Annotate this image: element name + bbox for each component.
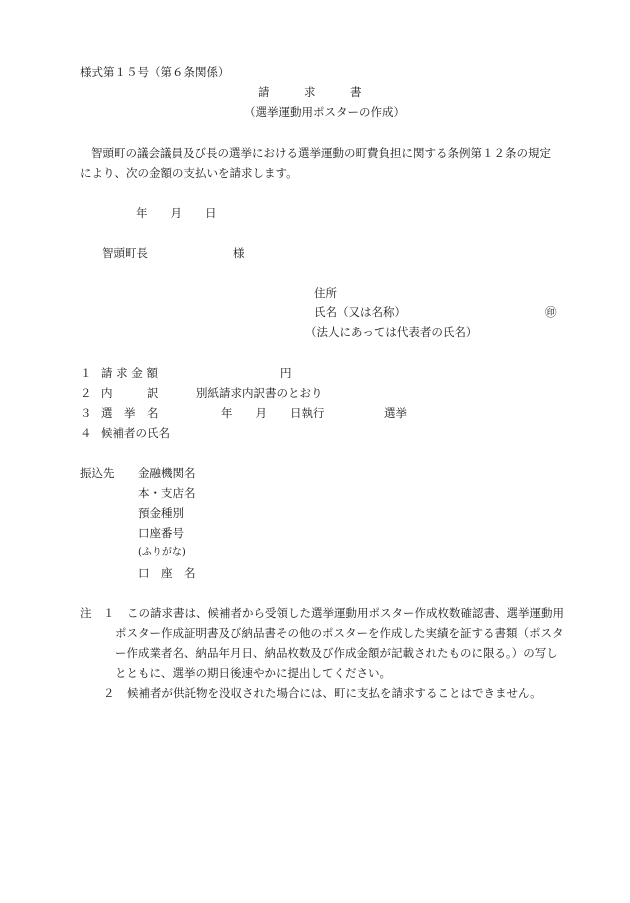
note-1-line-4: とともに、選挙の期日後速やかに提出してください。 bbox=[115, 666, 391, 680]
notes-label: 注 bbox=[80, 606, 92, 620]
document-title: 請 求 書 bbox=[258, 85, 362, 99]
note-1-line-2: ポスター作成証明書及び納品書その他のポスターを作成した実績を証する書類（ポスタ bbox=[115, 626, 564, 640]
document-subtitle: （選挙運動用ポスターの作成） bbox=[244, 105, 405, 119]
bank-field-institution: 金融機関名 bbox=[138, 466, 196, 480]
item-num-1: １ bbox=[80, 366, 92, 380]
item-value-amount: 円 bbox=[280, 366, 292, 380]
bank-field-account-number: 口座番号 bbox=[138, 526, 184, 540]
item-value-breakdown: 別紙請求内訳書のとおり bbox=[196, 386, 323, 400]
addressee-suffix: 様 bbox=[233, 246, 245, 260]
seal-mark: ㊞ bbox=[545, 305, 557, 319]
bank-field-furigana: (ふりがな) bbox=[138, 547, 186, 558]
address-label: 住所 bbox=[314, 286, 337, 300]
note-1-line-1: この請求書は、候補者から受領した選挙運動用ポスター作成枚数確認書、選挙運動用 bbox=[127, 606, 564, 620]
bank-label: 振込先 bbox=[80, 466, 115, 480]
item-num-3: ３ bbox=[80, 406, 92, 420]
note-2-text: 候補者が供託物を没収された場合には、町に支払を請求することはできません。 bbox=[127, 686, 542, 700]
item-value-election-suffix: 選挙 bbox=[384, 406, 407, 420]
addressee: 智頭町長 bbox=[102, 246, 148, 260]
corp-note: （法人にあっては代表者の氏名） bbox=[305, 325, 478, 339]
item-label-breakdown: 内 訳 bbox=[101, 386, 159, 400]
name-label: 氏名（又は名称） bbox=[314, 305, 406, 319]
body-line-1: 智頭町の議会議員及び長の選挙における選挙運動の町費負担に関する条例第１２条の規定 bbox=[91, 146, 551, 160]
form-number: 様式第１５号（第６条関係） bbox=[80, 65, 230, 79]
item-value-election-date: 年 月 日執行 bbox=[221, 406, 325, 420]
body-line-2: により、次の金額の支払いを請求します。 bbox=[80, 166, 298, 180]
bank-field-account-name: 口 座 名 bbox=[138, 566, 196, 580]
item-num-4: ４ bbox=[80, 426, 92, 440]
item-label-election: 選 挙 名 bbox=[101, 406, 159, 420]
note-1-line-3: ー作成業者名、納品年月日、納品枚数及び作成金額が記載されたものに限る。）の写し bbox=[115, 646, 558, 660]
item-label-candidate: 候補者の氏名 bbox=[101, 426, 170, 440]
bank-field-branch: 本・支店名 bbox=[138, 486, 196, 500]
item-num-2: ２ bbox=[80, 386, 92, 400]
note-2-number: ２ bbox=[103, 686, 115, 700]
bank-field-account-type: 預金種別 bbox=[138, 506, 184, 520]
date-line: 年 月 日 bbox=[136, 206, 217, 220]
item-label-amount: 請 求 金 額 bbox=[101, 366, 158, 380]
note-1-number: １ bbox=[103, 606, 115, 620]
